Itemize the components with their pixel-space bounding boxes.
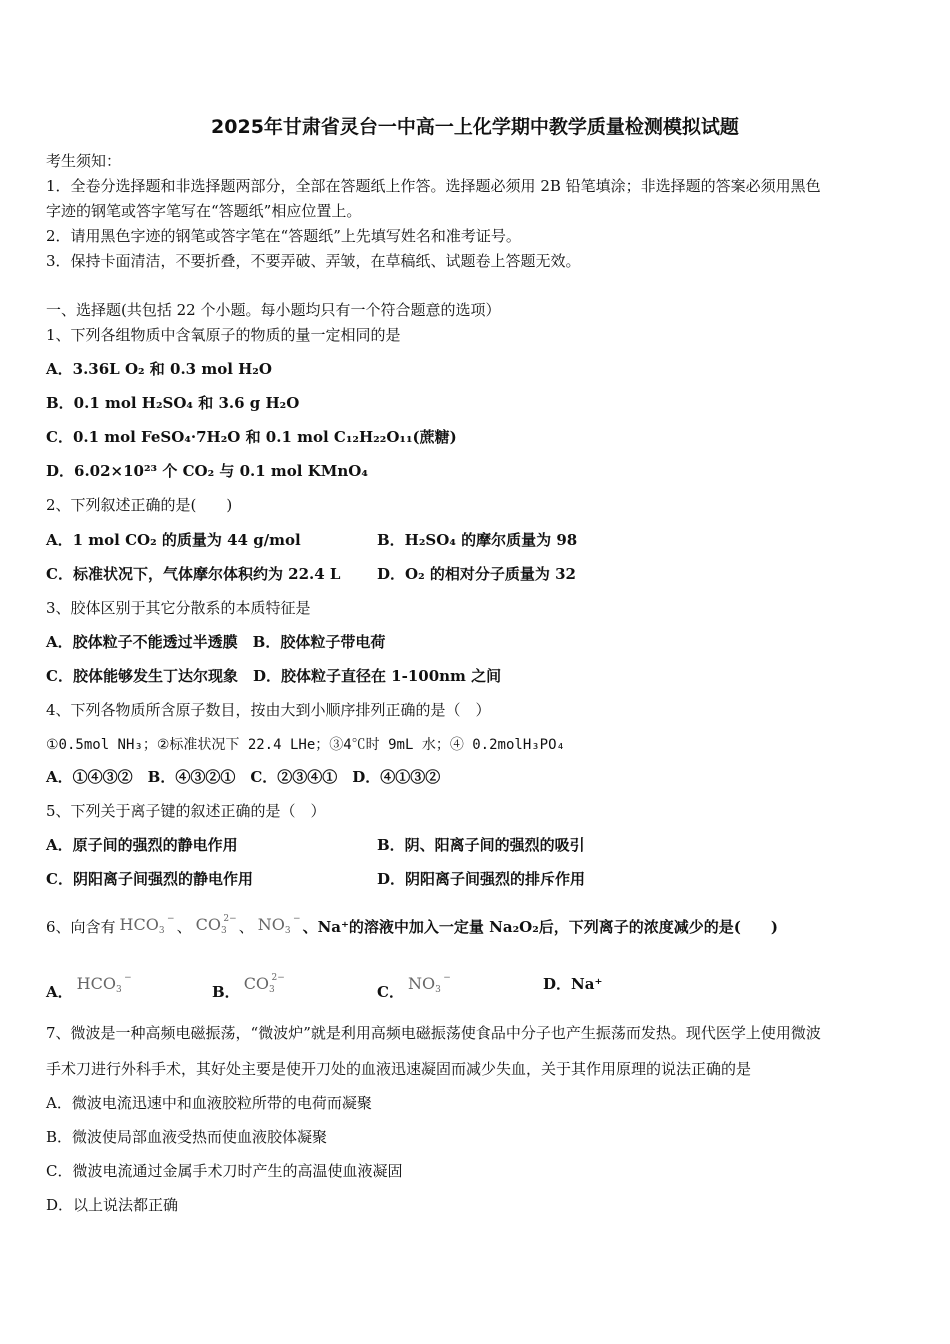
ion-sub: 3	[284, 926, 291, 936]
notice-line-3: 3．保持卡面清洁，不要折叠，不要弄破、弄皱，在草稿纸、试题卷上答题无效。	[46, 252, 581, 270]
ion-charge: −	[167, 914, 175, 924]
q5-option-b: B．阴、阳离子间的强烈的吸引	[377, 836, 585, 854]
ion-label: CO	[243, 974, 270, 993]
ion-charge: 2−	[271, 973, 285, 983]
q1-stem: 1、下列各组物质中含氧原子的物质的量一定相同的是	[46, 326, 401, 344]
q4-stem: 4、下列各物质所含原子数目，按由大到小顺序排列正确的是（ ）	[46, 701, 491, 719]
q6-option-d: D．Na⁺	[543, 975, 603, 993]
q2-stem: 2、下列叙述正确的是( )	[46, 496, 233, 514]
no3-ion	[408, 973, 449, 1001]
q2-option-d: D．O₂ 的相对分子质量为 32	[377, 565, 576, 583]
ion-charge: −	[124, 973, 132, 983]
ion-sub: 3	[269, 985, 275, 995]
q7-option-b: B．微波使局部血液受热而使血液胶体凝聚	[46, 1128, 328, 1146]
q5-option-d: D．阴阳离子间强烈的排斥作用	[377, 870, 586, 888]
notice-line-2: 2．请用黑色字迹的钢笔或答字笔在“答题纸”上先填写姓名和准考证号。	[46, 227, 521, 245]
q6-separator: 、	[176, 918, 192, 936]
q2-option-b: B．H₂SO₄ 的摩尔质量为 98	[377, 531, 578, 549]
q1-option-a: A．3.36L O₂ 和 0.3 mol H₂O	[46, 360, 272, 378]
hco3-ion	[77, 973, 130, 1001]
ion-label: NO	[407, 974, 436, 993]
q6-option-a	[46, 973, 134, 1003]
q4-items: ①0.5mol NH₃；②标准状况下 22.4 LHe；③4℃时 9mL 水；④ 0.2molH₃PO₄	[46, 737, 565, 753]
q7-option-a: A．微波电流迅速中和血液胶粒所带的电荷而凝聚	[46, 1094, 372, 1112]
ion-label: HCO	[119, 915, 159, 934]
q6-stem	[46, 914, 778, 942]
q3-options-cd: C．胶体能够发生丁达尔现象 D．胶体粒子直径在 1-100nm 之间	[46, 667, 502, 685]
ion-label: NO	[257, 915, 285, 934]
ion-sub: 3	[158, 926, 165, 936]
q7-stem-1: 7、微波是一种高频电磁振荡，“微波炉”就是利用高频电磁振荡使食品中分子也产生振荡而发热。现代医学上使用微波	[46, 1024, 821, 1042]
co3-ion	[244, 973, 283, 1001]
notice-heading: 考生须知：	[46, 152, 122, 170]
q7-stem-2: 手术刀进行外科手术，其好处主要是使开刀处的血液迅速凝固而减少失血，关于其作用原理的说法正确的是	[46, 1060, 752, 1078]
page-title: 2025年甘肃省灵台一中高一上化学期中教学质量检测模拟试题	[211, 116, 739, 138]
q5-option-c: C．阴阳离子间强烈的静电作用	[46, 870, 253, 888]
ion-sub: 3	[435, 985, 441, 995]
q6-separator: 、	[238, 918, 254, 936]
notice-line-1b: 字迹的钢笔或答字笔写在“答题纸”相应位置上。	[46, 202, 362, 220]
ion-charge: 2−	[223, 914, 237, 924]
q7-option-d: D．以上说法都正确	[46, 1196, 179, 1214]
q5-option-a: A．原子间的强烈的静电作用	[46, 836, 238, 854]
q1-option-c: C．0.1 mol FeSO₄·7H₂O 和 0.1 mol C₁₂H₂₂O₁₁(蔗糖)	[46, 428, 457, 446]
option-letter: C．	[377, 983, 404, 1001]
ion-charge: −	[443, 973, 451, 983]
option-letter: A．	[46, 983, 73, 1001]
q3-stem: 3、胶体区别于其它分散系的本质特征是	[46, 599, 311, 617]
q1-option-d: D．6.02×10²³ 个 CO₂ 与 0.1 mol KMnO₄	[46, 462, 368, 480]
q7-option-c: C．微波电流通过金属手术刀时产生的高温使血液凝固	[46, 1162, 403, 1180]
q2-option-a: A．1 mol CO₂ 的质量为 44 g/mol	[46, 531, 301, 549]
co3-ion	[196, 914, 235, 942]
q6-suffix: 、Na⁺的溶液中加入一定量 Na₂O₂后，下列离子的浓度减少的是( )	[302, 918, 778, 936]
q6-option-c	[377, 973, 453, 1003]
notice-line-1: 1．全卷分选择题和非选择题两部分，全部在答题纸上作答。选择题必须用 2B 铅笔填涂；非选择题的答案必须用黑色	[46, 177, 821, 195]
q1-option-b: B．0.1 mol H₂SO₄ 和 3.6 g H₂O	[46, 394, 300, 412]
q6-option-b	[212, 973, 287, 1003]
ion-label: HCO	[76, 974, 116, 993]
no3-ion	[258, 914, 299, 942]
q4-options: A．①④③② B．④③②① C．②③④① D．④①③②	[46, 768, 441, 786]
q2-option-c: C．标准状况下，气体摩尔体积约为 22.4 L	[46, 565, 341, 583]
ion-label: CO	[195, 915, 221, 934]
section-heading: 一、选择题(共包括 22 个小题。每小题均只有一个符合题意的选项）	[46, 301, 501, 319]
ion-charge: −	[293, 914, 301, 924]
hco3-ion	[120, 914, 173, 942]
q5-stem: 5、下列关于离子键的叙述正确的是（ ）	[46, 802, 326, 820]
q3-options-ab: A．胶体粒子不能透过半透膜 B．胶体粒子带电荷	[46, 633, 386, 651]
ion-sub: 3	[115, 985, 122, 995]
ion-sub: 3	[220, 926, 227, 936]
q6-prefix: 6、向含有	[46, 918, 116, 936]
option-letter: B．	[212, 983, 240, 1001]
